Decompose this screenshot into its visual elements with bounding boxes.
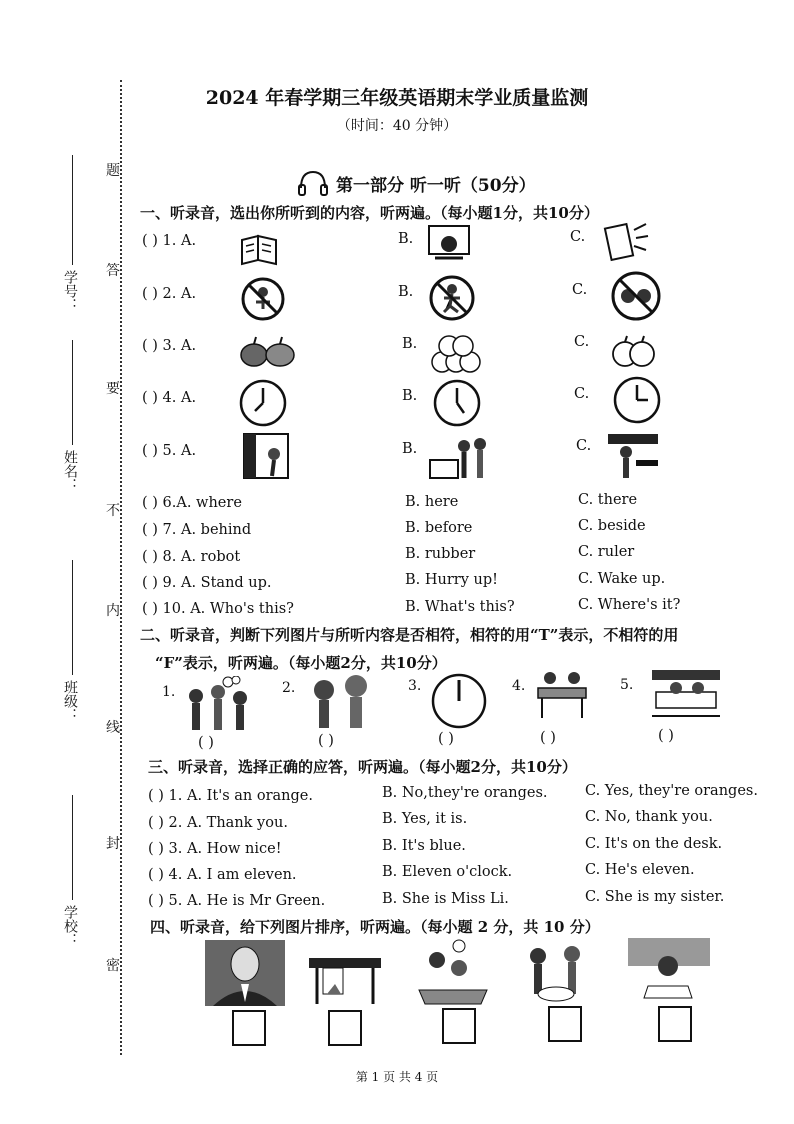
s2-answer-blank[interactable]: ( )	[658, 728, 674, 744]
s3-q5-option-b: B. She is Miss Li.	[382, 891, 509, 907]
q5-option-b: B.	[402, 441, 418, 457]
q7-option-c: C. beside	[578, 518, 646, 534]
clock-picture	[432, 378, 482, 428]
class-blank[interactable]	[72, 560, 73, 675]
q4-label: ( ) 4. A.	[142, 390, 197, 406]
q7-label: ( ) 7. A. behind	[142, 522, 252, 538]
order-answer-box[interactable]	[232, 1010, 266, 1046]
seal-char: 答	[106, 263, 120, 279]
class-label: 班级：	[62, 680, 78, 722]
q1-option-c: C.	[570, 229, 586, 245]
no-climbing-sign	[240, 276, 286, 322]
school-label: 学校：	[62, 905, 78, 947]
section2-heading-line2: “F”表示，听两遍。（每小题2分，共10分）	[155, 654, 447, 672]
pumpkins-picture	[238, 333, 298, 369]
q8-option-c: C. ruler	[578, 544, 635, 560]
q3-option-c: C.	[574, 334, 590, 350]
s2-number: 4.	[512, 678, 526, 694]
clock-picture	[430, 672, 488, 730]
clock-picture	[238, 378, 288, 428]
q10-label: ( ) 10. A. Who's this?	[142, 601, 294, 617]
s3-q4-option-b: B. Eleven o'clock.	[382, 864, 513, 880]
s3-q2-option-c: C. No, thank you.	[585, 809, 713, 825]
headphones-icon	[296, 168, 330, 198]
s3-q2-label: ( ) 2. A. Thank you.	[148, 815, 288, 831]
q7-option-b: B. before	[405, 520, 473, 536]
s2-number: 1.	[162, 684, 176, 700]
q3-label: ( ) 3. A.	[142, 338, 197, 354]
cooking-picture	[606, 432, 660, 480]
q4-option-b: B.	[402, 388, 418, 404]
phone-picture	[600, 220, 650, 264]
s3-q5-option-c: C. She is my sister.	[585, 889, 725, 905]
q8-label: ( ) 8. A. robot	[142, 549, 241, 565]
washing-picture	[428, 432, 490, 482]
family-picture	[415, 938, 491, 1006]
drawing-picture	[425, 222, 473, 264]
q10-option-c: C. Where's it?	[578, 597, 681, 613]
q2-label: ( ) 2. A.	[142, 286, 197, 302]
s2-number: 2.	[282, 680, 296, 696]
q5-label: ( ) 5. A.	[142, 443, 197, 459]
bedroom-picture	[648, 666, 724, 722]
party-people-picture	[182, 676, 252, 732]
s3-q5-label: ( ) 5. A. He is Mr Green.	[148, 893, 326, 909]
order-answer-box[interactable]	[658, 1006, 692, 1042]
seal-char: 内	[106, 603, 120, 619]
section4-heading: 四、听录音，给下列图片排序，听两遍。（每小题 2 分，共 10 分）	[150, 918, 600, 936]
exam-time: （时间：40 分钟）	[336, 118, 458, 134]
s3-q2-option-b: B. Yes, it is.	[382, 811, 468, 827]
order-answer-box[interactable]	[548, 1006, 582, 1042]
apples-picture	[610, 332, 658, 370]
page-footer: 第 1 页 共 4 页	[355, 1070, 439, 1084]
clock-picture	[612, 375, 662, 425]
q2-option-b: B.	[398, 284, 414, 300]
birthday-picture	[518, 938, 594, 1006]
q6-label: ( ) 6.A. where	[142, 495, 242, 511]
exam-title: 2024 年春学期三年级英语期末学业质量监测	[205, 87, 589, 109]
s3-q1-label: ( ) 1. A. It's an orange.	[148, 788, 313, 804]
q9-label: ( ) 9. A. Stand up.	[142, 575, 272, 591]
seal-char: 题	[106, 163, 120, 179]
section1-heading: 一、听录音，选出你所听到的内容，听两遍。（每小题1分，共10分）	[140, 204, 599, 222]
q2-option-c: C.	[572, 282, 588, 298]
s3-q3-label: ( ) 3. A. How nice!	[148, 841, 282, 857]
section2-heading-line1: 二、听录音，判断下列图片与所听内容是否相符，相符的用“T”表示，不相符的用	[140, 626, 679, 644]
q10-option-b: B. What's this?	[405, 599, 515, 615]
q4-option-c: C.	[574, 386, 590, 402]
seal-char: 密	[106, 958, 120, 974]
reading-picture	[628, 938, 710, 1006]
q9-option-c: C. Wake up.	[578, 571, 666, 587]
classroom-desk-picture	[532, 668, 592, 720]
order-answer-box[interactable]	[328, 1010, 362, 1046]
q5-option-c: C.	[576, 438, 592, 454]
seal-char: 线	[106, 720, 120, 736]
man-portrait-picture	[205, 940, 285, 1006]
s2-answer-blank[interactable]: ( )	[540, 730, 556, 746]
q8-option-b: B. rubber	[405, 546, 476, 562]
q1-option-b: B.	[398, 231, 414, 247]
q6-option-c: C. there	[578, 492, 638, 508]
s3-q1-option-b: B. No,they're oranges.	[382, 785, 548, 801]
oranges-picture	[428, 332, 484, 374]
s2-answer-blank[interactable]: ( )	[438, 731, 454, 747]
id-label: 学号：	[62, 270, 78, 312]
q3-option-b: B.	[402, 336, 418, 352]
s2-answer-blank[interactable]: ( )	[318, 733, 334, 749]
s3-q3-option-b: B. It's blue.	[382, 838, 466, 854]
part-title: 第一部分 听一听（50分）	[336, 175, 536, 196]
name-blank[interactable]	[72, 340, 73, 445]
open-door-picture	[240, 432, 292, 480]
s3-q4-label: ( ) 4. A. I am eleven.	[148, 867, 297, 883]
q1-label: ( ) 1. A.	[142, 233, 197, 249]
s2-answer-blank[interactable]: ( )	[198, 735, 214, 751]
section3-heading: 三、听录音，选择正确的应答，听两遍。（每小题2分，共10分）	[148, 758, 577, 776]
s3-q3-option-c: C. It's on the desk.	[585, 836, 723, 852]
order-answer-box[interactable]	[442, 1008, 476, 1044]
part-heading	[296, 168, 536, 198]
s2-number: 5.	[620, 677, 634, 693]
s3-q1-option-c: C. Yes, they're oranges.	[585, 783, 758, 799]
book-picture	[238, 226, 280, 268]
seal-char: 要	[106, 381, 120, 397]
s3-q4-option-c: C. He's eleven.	[585, 862, 695, 878]
mother-daughter-picture	[304, 672, 378, 730]
s2-number: 3.	[408, 678, 422, 694]
no-running-sign	[428, 274, 476, 322]
desk-picture	[305, 944, 385, 1006]
q6-option-b: B. here	[405, 494, 459, 510]
seal-dotted-line	[120, 80, 122, 1055]
name-label: 姓名：	[62, 450, 78, 492]
seal-char: 不	[106, 503, 120, 519]
id-blank[interactable]	[72, 155, 73, 265]
q9-option-b: B. Hurry up!	[405, 572, 498, 588]
no-talking-sign	[610, 270, 662, 322]
seal-char: 封	[106, 836, 120, 852]
school-blank[interactable]	[72, 795, 73, 900]
